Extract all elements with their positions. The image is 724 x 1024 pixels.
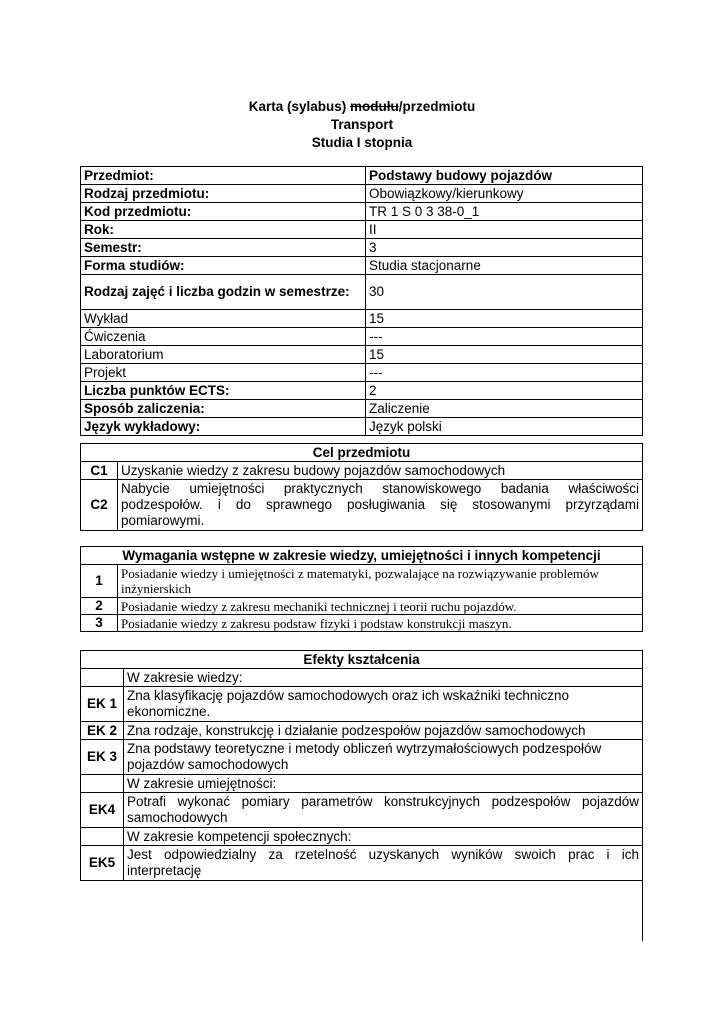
info-row: Projekt --- [81, 364, 643, 382]
header-field: Transport [330, 117, 394, 132]
goal-row: C2 Nabycie umiejętności praktycznych stanowiskowego badania właściwości podzespołów. i do sprawnego posługiwania się stosowanymi przyrządami pomiarowymi. [81, 480, 643, 531]
info-row: Rodzaj przedmiotu: Obowiązkowy/kierunkowy [81, 185, 643, 203]
subsection-skills: W zakresie umiejętności: [124, 775, 643, 793]
subsection-social: W zakresie kompetencji społecznych: [124, 828, 643, 846]
info-row: Semestr: 3 [81, 239, 643, 257]
info-row: Laboratorium 15 [81, 346, 643, 364]
subsection-knowledge: W zakresie wiedzy: [124, 669, 643, 687]
info-row: Ćwiczenia --- [81, 328, 643, 346]
outcome-row: EK 2 Zna rodzaje, konstrukcję i działanie podzespołów pojazdów samochodowych [81, 722, 643, 740]
info-row: Wykład 15 [81, 310, 643, 328]
info-row: Liczba punktów ECTS: 2 [81, 382, 643, 400]
requirement-row: 3 Posiadanie wiedzy z zakresu podstaw fizyki i podstaw konstrukcji maszyn. [81, 615, 643, 632]
outcome-row: EK4 Potrafi wykonać pomiary parametrów konstrukcyjnych podzespołów pojazdów samochodowych [81, 793, 643, 828]
section-title: Efekty kształcenia [81, 651, 643, 669]
outcome-row: EK 1 Zna klasyfikację pojazdów samochodowych oraz ich wskaźniki techniczno ekonomiczne. [81, 687, 643, 722]
info-row: Przedmiot: Podstawy budowy pojazdów [81, 167, 643, 185]
header-level: Studia I stopnia [311, 135, 413, 150]
header-title: Karta (sylabus) modułu/przedmiotu [248, 99, 476, 114]
learning-outcomes-table [80, 650, 643, 881]
outcome-row: EK 3 Zna podstawy teoretyczne i metody obliczeń wytrzymałościowych podzespołów pojazdów samochodowych [81, 740, 643, 775]
info-row: Rodzaj zajęć i liczba godzin w semestrze: 30 [81, 275, 643, 310]
section-title: Cel przedmiotu [81, 444, 643, 462]
requirements-table [80, 546, 643, 632]
document-header [0, 98, 724, 152]
section-title: Wymagania wstępne w zakresie wiedzy, umiejętności i innych kompetencji [81, 547, 643, 565]
goal-row: C1 Uzyskanie wiedzy z zakresu budowy pojazdów samochodowych [81, 462, 643, 480]
requirement-row: 1 Posiadanie wiedzy i umiejętności z matematyki, pozwalające na rozwiązywanie problemów inżynierskich [81, 565, 643, 598]
info-row: Język wykładowy: Język polski [81, 418, 643, 436]
requirement-row: 2 Posiadanie wiedzy z zakresu mechaniki technicznej i teorii ruchu pojazdów. [81, 598, 643, 615]
info-row: Rok: II [81, 221, 643, 239]
outcome-row: EK5 Jest odpowiedzialny za rzetelność uzyskanych wyników swoich prac i ich interpretację [81, 846, 643, 881]
info-row: Kod przedmiotu: TR 1 S 0 3 38-0_1 [81, 203, 643, 221]
info-row: Forma studiów: Studia stacjonarne [81, 257, 643, 275]
struck-word: modułu [350, 99, 399, 114]
course-info-table [80, 166, 643, 436]
page-edge-line [642, 875, 643, 941]
info-row: Sposób zaliczenia: Zaliczenie [81, 400, 643, 418]
course-goals-table [80, 443, 643, 531]
